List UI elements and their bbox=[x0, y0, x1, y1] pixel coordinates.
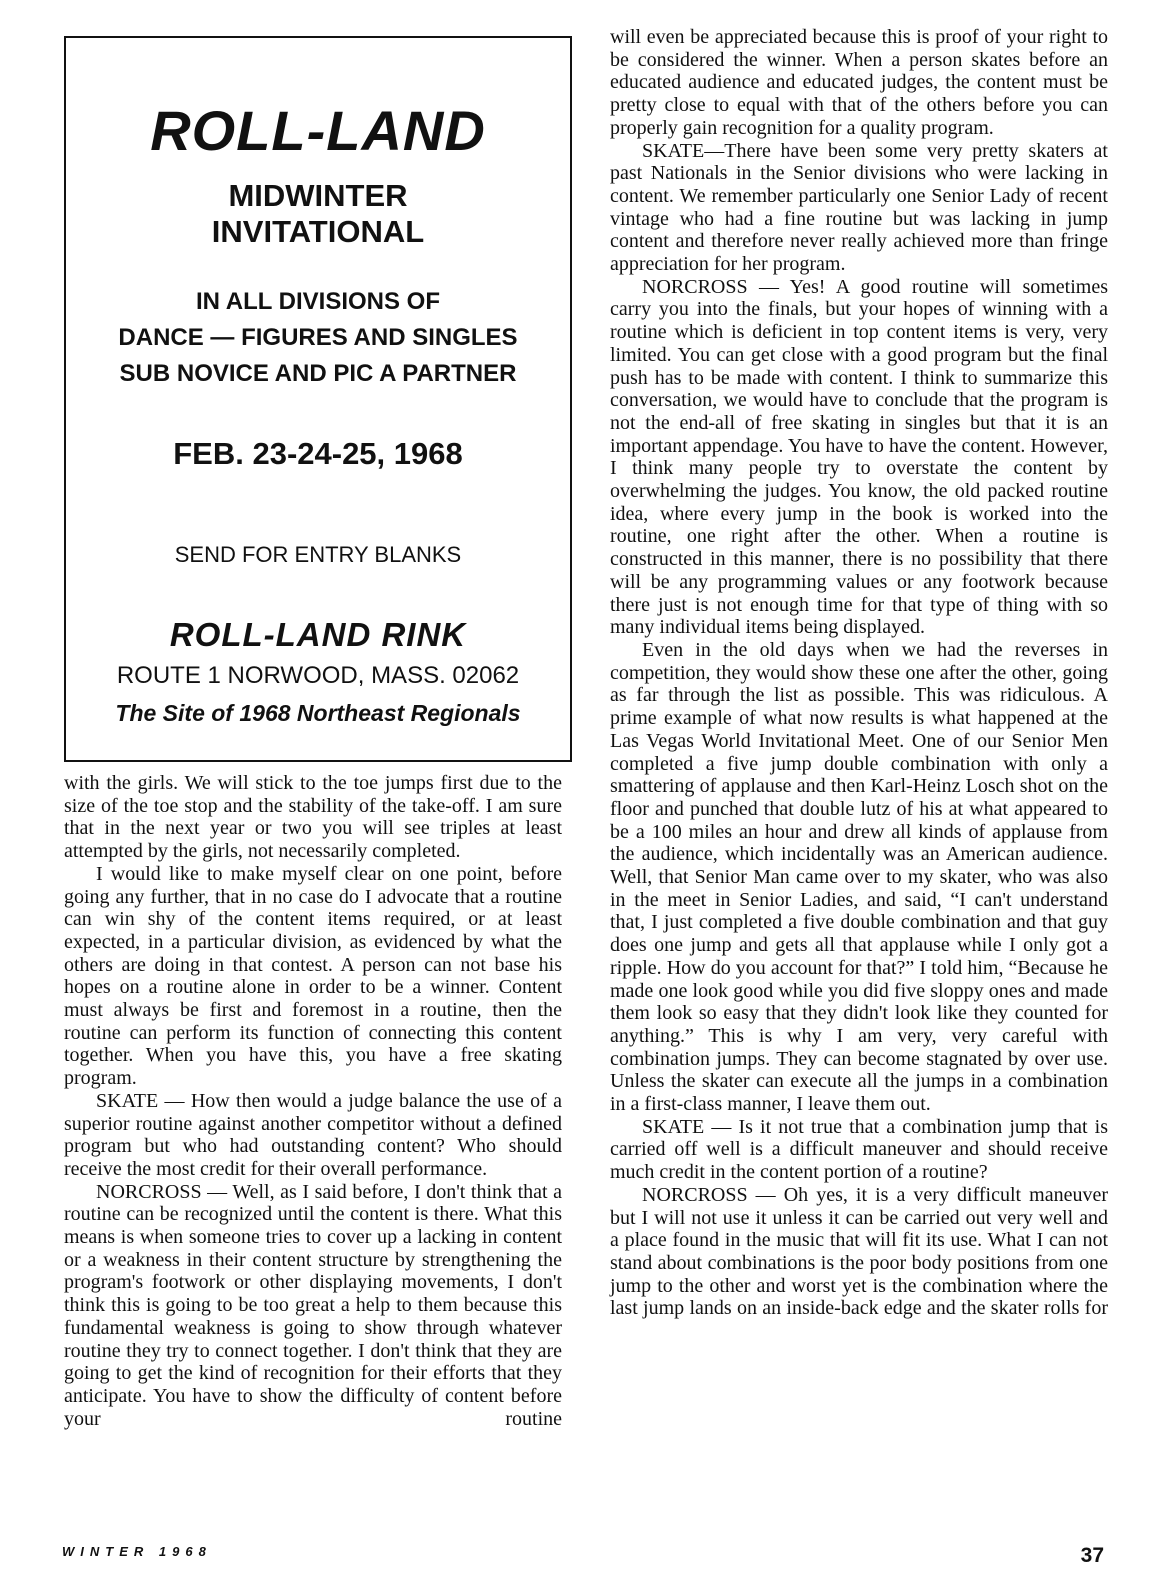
paragraph: SKATE—There have been some very pretty skaters at past Nationals in the Senior divisions who were lacking in content. We remember particularly one Senior Lady of recent vintage who had a fine routine but was lacking in jump content and therefore never really achieved more than fringe appreciation for her program. bbox=[610, 139, 1108, 276]
left-column bbox=[64, 772, 562, 1430]
ad-rink-name: ROLL-LAND RINK bbox=[169, 616, 467, 653]
ad-divisions-line3: SUB NOVICE AND PIC A PARTNER bbox=[119, 360, 517, 387]
ad-address: ROUTE 1 NORWOOD, MASS. 02062 bbox=[116, 662, 520, 689]
paragraph: NORCROSS — Well, as I said before, I don't think that a routine can be recognized until the content is there. What this means is when someone tries to cover up a lacking in content or a weakness in their content structure by strengthening the program's footwork or other displaying movements, I don't think this is going to be too great a help to them because this fundamental weakness is going to show through whatever routine they try to connect together. I don't think that they are going to get the kind of recognition for their efforts that they anticipate. You have to show the difficulty of content before your routine bbox=[64, 1180, 562, 1430]
right-column bbox=[610, 26, 1108, 1320]
paragraph: Even in the old days when we had the reverses in competition, they would show these one after the other, going as far through the list as possible. This was ridiculous. A prime example of what now results is what happened at the Las Vegas World Invitational Meet. One of our Senior Men completed a five jump double combination with only a smattering of applause and then Karl-Heinz Losch shot on the floor and punched that double lutz of his at what appeared to be a 100 miles an hour and drew all kinds of applause from the audience, which incidentally was an American audience. Well, that Senior Man came over to my skater, who was also in the meet in Senior Ladies, and said, “I can't understand that, I just completed a five double combination and that guy does one jump and gets all that applause while I only got a ripple. How do you account for that?” I told him, “Because he made one look good while you did five sloppy ones and made them look so easy that they didn't look like they counted for anything.” This is why I am very, very careful with combination jumps. They can become stagnated by over use. Unless the skater can execute all the jumps in a combination in a first-class manner, I leave them out. bbox=[610, 638, 1108, 1116]
ad-divisions-line1: IN ALL DIVISIONS OF bbox=[195, 288, 441, 315]
paragraph: NORCROSS — Oh yes, it is a very difficult maneuver but I will not use it unless it can be carried out very well and a place found in the music that will fit its use. What I can not stand about combinations is the poor body positions from one jump to the other and worst yet is the combination where the last jump lands on an inside-back edge and the skater rolls for bbox=[610, 1183, 1108, 1320]
page-number: 37 bbox=[1080, 1544, 1104, 1567]
ad-subtitle-line1: MIDWINTER bbox=[228, 178, 408, 213]
running-head: WINTER 1968 bbox=[62, 1544, 212, 1559]
paragraph: NORCROSS — Yes! A good routine will sometimes carry you into the finals, but your hopes of winning with a routine which is deficient in top content items is very, very limited. You can get close with a good program but the final push has to be made with content. I think to summarize this conversation, we would have to conclude that the program is not the end-all of free skating in singles but that it is an important appendage. You have to have the content. However, I think many people try to overstate the content by overwhelming the judges. You know, the old packed routine idea, where every jump in the book is worked into the routine, one right after the other. When a routine is constructed in this manner, there is no possibility that there will be any programming values or any footwork because there just is not enough time for that type of thing with so many individual items being displayed. bbox=[610, 275, 1108, 639]
paragraph: I would like to make myself clear on one point, before going any further, that in no case do I advocate that a routine can win shy of the content items required, or at least expected, in a particular division, as evidenced by what the others are doing in that contest. A person can not base his hopes on a routine alone in order to be a winner. Content must always be first and foremost in a routine, then the routine can perform its function of connecting this content together. When you have this, you have a free skating program. bbox=[64, 862, 562, 1090]
paragraph: with the girls. We will stick to the toe jumps first due to the size of the toe stop and the stability of the take-off. I am sure that in the next year or two you will see triples at least attempted by the girls, not necessarily completed. bbox=[64, 772, 562, 863]
advertisement-box bbox=[64, 36, 572, 762]
ad-title: ROLL-LAND bbox=[150, 99, 486, 162]
ad-divisions-line2: DANCE — FIGURES AND SINGLES bbox=[118, 324, 518, 351]
ad-call-to-action: SEND FOR ENTRY BLANKS bbox=[174, 542, 462, 567]
paragraph: SKATE — How then would a judge balance the use of a superior routine against another competitor without a defined program but who had outstanding content? Who should receive the most credit for their overall performance. bbox=[64, 1089, 562, 1180]
paragraph: will even be appreciated because this is proof of your right to be considered the winner. When a person skates before an educated audience and educated judges, the content must be pretty close to equal with that of the others before you can properly gain recognition for a quality program. bbox=[610, 26, 1108, 139]
ad-subtitle-line2: INVITATIONAL bbox=[211, 214, 425, 249]
paragraph: SKATE — Is it not true that a combination jump that is carried off well is a difficult maneuver and should receive much credit in the content portion of a routine? bbox=[610, 1115, 1108, 1184]
ad-date: FEB. 23-24-25, 1968 bbox=[173, 436, 463, 471]
ad-site-note: The Site of 1968 Northeast Regionals bbox=[115, 700, 521, 726]
